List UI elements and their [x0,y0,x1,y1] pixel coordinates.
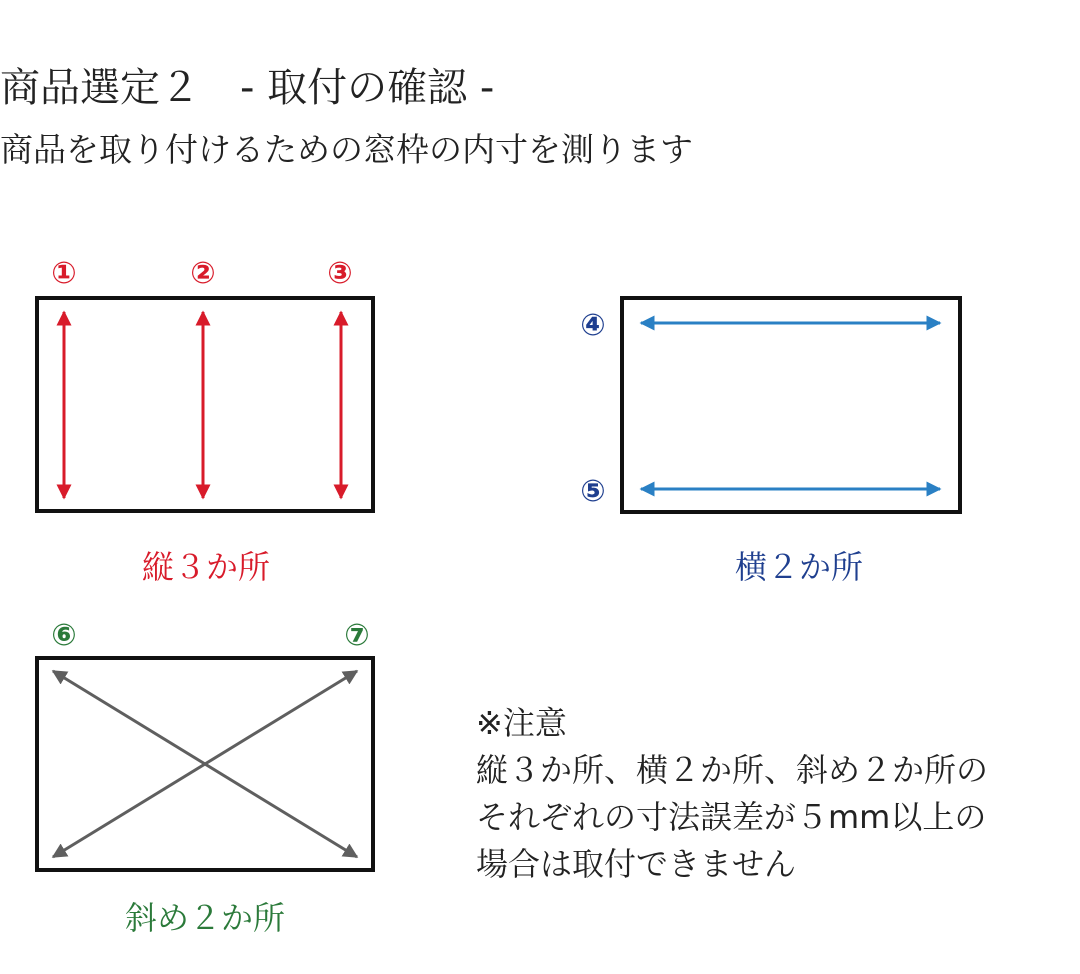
marker-1: ① [51,256,77,291]
page-subtitle: 商品を取り付けるための窓枠の内寸を測ります [0,130,693,169]
horizontal-panel [580,298,960,512]
caution-line-2: それぞれの寸法誤差が５mm以上の [476,798,987,836]
caution-line-3: 場合は取付できません [476,845,797,883]
horizontal-caption: 横２か所 [734,548,863,586]
vertical-caption: 縦３か所 [141,548,270,586]
window-frame-horizontal [622,298,960,512]
window-frame-vertical [37,298,373,511]
marker-4: ④ [580,308,606,343]
marker-2: ② [190,256,216,291]
page-title: 商品選定２ - 取付の確認 - [0,65,495,111]
diagonal-panel [37,618,373,870]
caution-heading: ※注意 [476,704,567,742]
caution-note [476,700,988,888]
marker-7: ⑦ [344,618,370,653]
marker-6: ⑥ [51,618,77,653]
diagonal-caption: 斜め２か所 [124,899,285,937]
vertical-panel [37,256,373,511]
marker-3: ③ [327,256,353,291]
marker-5: ⑤ [580,474,606,509]
caution-line-1: 縦３か所、横２か所、斜め２か所の [476,751,989,789]
